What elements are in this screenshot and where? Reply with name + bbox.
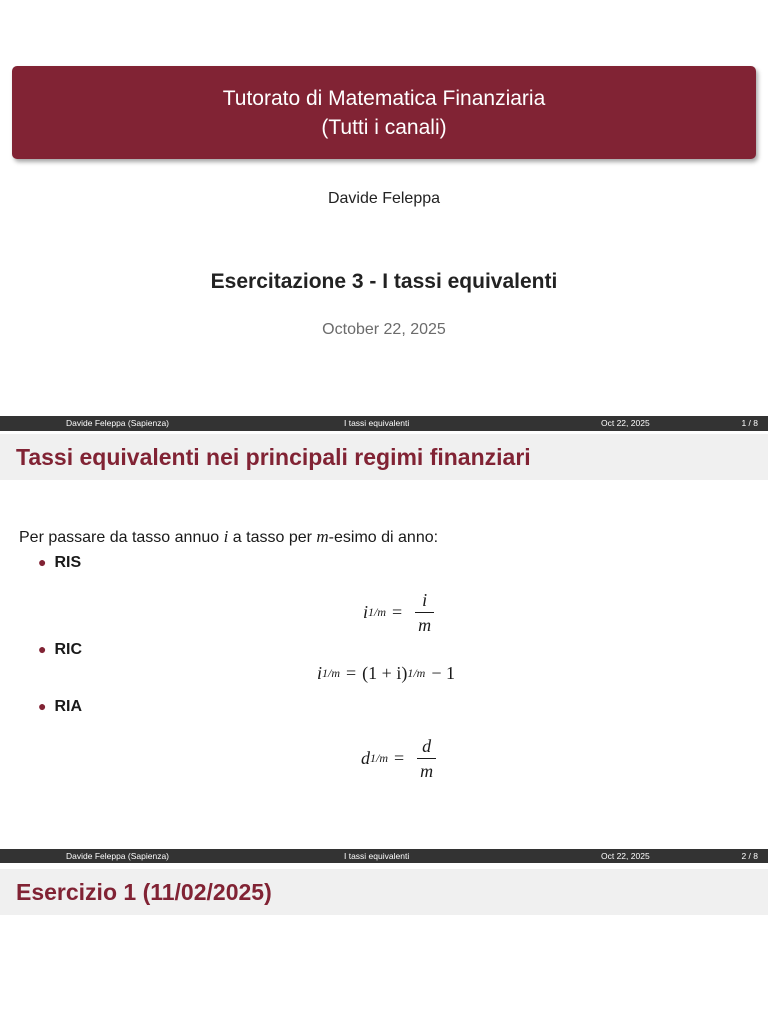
- bullet-ris: ● RIS: [38, 554, 82, 571]
- bullet-dot-icon: ●: [38, 554, 47, 570]
- title-box: [12, 66, 756, 159]
- frame-title: Esercizio 1 (11/02/2025): [0, 869, 768, 915]
- presentation-title-line2: (Tutti i canali): [321, 115, 447, 139]
- bullet-dot-icon: ●: [38, 698, 47, 714]
- var-i: i: [223, 527, 229, 546]
- title-slide: [0, 0, 768, 431]
- presentation-title-line1: Tutorato di Matematica Finanziaria: [222, 86, 546, 110]
- presentation-subtitle: Esercitazione 3 - I tassi equivalenti: [210, 270, 558, 293]
- var-m: m: [316, 527, 329, 546]
- footer-page-number: 2 / 8: [741, 851, 758, 861]
- presentation-date: October 22, 2025: [322, 321, 446, 338]
- exercise-slide: [0, 863, 768, 1024]
- bullet-ric: ● RIC: [38, 641, 83, 658]
- rates-slide: [0, 431, 768, 863]
- footer-author: Davide Feleppa (Sapienza): [66, 851, 170, 861]
- frame-title: Tassi equivalenti nei principali regimi finanziari: [0, 434, 768, 480]
- presentation-author: Davide Feleppa: [327, 190, 441, 207]
- footer-page-number: 1 / 8: [741, 418, 758, 428]
- footer-date: Oct 22, 2025: [601, 851, 650, 861]
- footer-author: Davide Feleppa (Sapienza): [66, 418, 170, 428]
- formula-ris: i 1/m = $\frac{i}{m}$: [363, 590, 434, 635]
- bullet-ria: ● RIA: [38, 698, 83, 715]
- formula-ric: i 1/m = (1 + i) 1/m − 1: [317, 663, 455, 683]
- footer-date: Oct 22, 2025: [601, 418, 650, 428]
- slide-footer: [0, 849, 768, 863]
- bullet-dot-icon: ●: [38, 641, 47, 657]
- formula-ria: d 1/m = $\frac{d}{m}$: [361, 736, 436, 781]
- slide-footer: [0, 416, 768, 431]
- footer-title: I tassi equivalenti: [344, 418, 410, 428]
- intro-text: Per passare da tasso annuo i a tasso per m-esimo di anno:: [19, 527, 439, 546]
- footer-title: I tassi equivalenti: [344, 851, 410, 861]
